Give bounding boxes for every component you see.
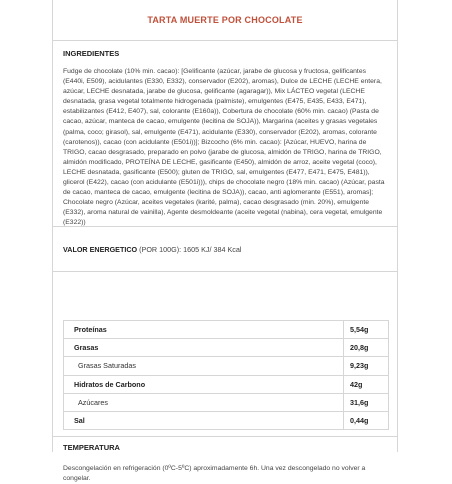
table-row — [64, 357, 389, 375]
nutrient-value: 42g — [344, 375, 389, 393]
nutrient-name: Azúcares — [64, 393, 344, 411]
temperature-section — [53, 437, 397, 484]
table-row — [64, 339, 389, 357]
nutrient-value: 31,6g — [344, 393, 389, 411]
product-info-sheet — [52, 0, 398, 483]
nutrient-name: Sal — [64, 411, 344, 429]
nutrition-table — [63, 320, 389, 430]
energy-line — [63, 245, 241, 254]
nutrient-value: 0,44g — [344, 411, 389, 429]
temperature-text: Descongelación en refrigeración (0ºC-5ºC) aproximadamente 6h. Una vez descongelado no volver a congelar. — [63, 465, 366, 483]
nutrient-name: Proteínas — [64, 321, 344, 339]
title-row — [53, 0, 397, 41]
table-row — [64, 375, 389, 393]
nutrient-value: 5,54g — [344, 321, 389, 339]
nutrient-name: Grasas — [64, 339, 344, 357]
table-row — [64, 411, 389, 429]
energy-section — [53, 227, 397, 272]
temperature-heading: TEMPERATURA — [63, 443, 120, 452]
product-title: TARTA MUERTE POR CHOCOLATE — [147, 15, 303, 25]
ingredients-heading: INGREDIENTES — [63, 49, 120, 58]
nutrient-value: 20,8g — [344, 339, 389, 357]
table-row — [64, 393, 389, 411]
ingredients-text: Fudge de chocolate (10% min. cacao): [Gelificante (azúcar, jarabe de glucosa y fructosa, gelificantes (E440i, E509), acidulantes (E330, E332), conservador (E202), aromas), Dulce de LECHE (LECHE entera, azúcar, LECHE desnatada, jarabe de glucosa, gelificante (agaragar)), Mix LÁCTEO vegetal (LECHE desnatada, grasa vegetal totalmente hidrogenada (palmiste), emulgentes (E475, E435, E433, E471), estabilizantes (E412, E407), sal, colorante (E160a)), Cobertura de chocolate (60% min. cacao) (Pasta de cacao, azúcar, manteca de cacao, emulgente (lecitina de SOJA)), Margarina (aceites y grasas vegetales (palma, coco; girasol), sal, emulgente (E471), acidulante (E330), conservador (E202), aromas, colorante (carotenos)), cacao (con acidulante (E501i))]; Bizcocho (6% min. cacao): [Azúcar, HUEVO, harina de TRIGO, cacao desgrasado, preparado en polvo (jarabe de glucosa, almidón de TRIGO, harina de TRIGO, almidón modificado, PROTEÍNA DE LECHE, gasificante (E450), almidón de arroz, aceite vegetal (coco), LECHE desnatada, gasificante (E500); gluten de TRIGO, sal, emulgentes (E477, E471, E475, E481)), glicerol (E422), cacao (con acidulante (E501i))), chips de chocolate negro (18% min. cacao) (Azúcar, pasta de cacao, manteca de cacao, emulgente (lecitina de SOJA)), cacao, anti aglomerante (E551), aromas]; Chocolate negro (Azúcar, aceites vegetales (karité, palma), cacao desgrasado (min. 20%), emulgente (E332), aroma natural de vainilla), Agente desmoldeante (aceite vegetal (nabina), cera vegetal, emulgente (E322)) — [63, 68, 385, 227]
nutrient-value: 9,23g — [344, 357, 389, 375]
nutrition-section — [53, 272, 397, 437]
ingredients-section — [53, 41, 397, 227]
nutrient-name: Hidratos de Carbono — [64, 375, 344, 393]
nutrient-name: Grasas Saturadas — [64, 357, 344, 375]
energy-label: VALOR ENERGETICO — [63, 244, 138, 254]
energy-detail: (POR 100G): 1605 KJ/ 384 Kcal — [137, 244, 242, 254]
table-row — [64, 321, 389, 339]
